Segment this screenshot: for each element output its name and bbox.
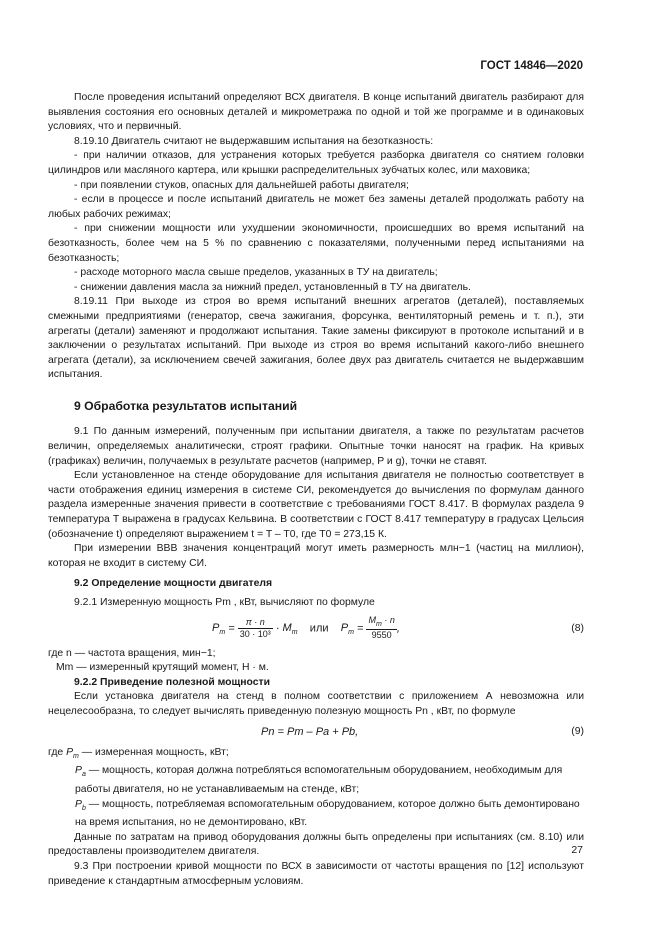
def-text: мощность, которая должна потребляться вспомогательным оборудованием, необходимым для работы двигателя, но не устанавливаемым на стенде, кВт; (75, 765, 563, 795)
list-item: - расходе моторного масла свыше пределов, указанных в ТУ на двигатель; (74, 267, 438, 279)
where-mm: Mm — измеренный крутящий момент, Н · м. (56, 662, 269, 674)
section-9-title: 9 Обработка результатов испытаний (74, 398, 298, 413)
list-item: - при наличии отказов, для устранения которых требуется разборка двигателя со снятием головки цилиндров или масляного картера, или крышки распределительных зубчатых колес, или маховика; (48, 150, 584, 176)
clause-9-2-1: 9.2.1 Измеренную мощность Pm , кВт, вычисляют по формуле (74, 597, 375, 608)
list-item: - при снижении мощности или ухудшении экономичности, происшедших во время испытаний на безотказность, более чем на 5 % по сравнению с показателями, полученными перед испытаниями на безотказность; (48, 223, 584, 264)
formula-8 (48, 615, 584, 643)
def-pa: $P_a$ — мощность, которая должна потребляться вспомогательным оборудованием, необходимым для работы двигателя, но не устанавливаемым на стенде, кВт; (75, 765, 563, 795)
list-item: - при появлении стуков, опасных для дальнейшей работы двигателя; (74, 179, 409, 191)
page-body (48, 91, 584, 889)
clause-9-3: 9.3 При построении кривой мощности по ВСХ в зависимости от частоты вращения по [12] используют приведение к стандартным атмосферным условиям. (48, 860, 584, 887)
section-9-2-title: 9.2 Определение мощности двигателя (74, 578, 273, 590)
paragraph: После проведения испытаний определяют ВСХ двигателя. В конце испытаний двигатель разбирают для выявления состояния его основных деталей и микрометража по одной и той же программе и в одинаковых условиях, что и первичный. (48, 92, 584, 133)
paragraph: Если установка двигателя на стенд в полном соответствии с приложением А невозможна или нецелесообразна, то следует вычислять приведенную полезную мощность Pn , кВт, по формуле (48, 691, 584, 717)
formula-9 (48, 724, 584, 742)
page-number: 27 (571, 844, 583, 856)
clause-8-19-11: 8.19.11 При выходе из строя во время испытаний внешних агрегатов (деталей), поставляемых смежными предприятиями (генератор, свеча зажигания, форсунка, вентиляторный ремень и т. п.), эти агрегаты (детали) заменяют и продолжают испытания. Такие замены фиксируют в протоколе испытаний и в заключении о результатах испытаний. При выходе из строя во время испытаний какого-либо внешнего агрегата (детали), за исключением свечей зажигания, более двух раз двигатель считается не выдержавшим испытания. (48, 296, 584, 381)
def-pb: $P_b$ — мощность, потребляемая вспомогательным оборудованием, которое должно быть демонтировано на время испытания, но не демонтировано, кВт. (75, 798, 580, 829)
def-pm: где $P_m$ — измеренная мощность, кВт; (48, 746, 229, 760)
def-text: мощность, потребляемая вспомогательным оборудованием, которое должно быть демонтировано на время испытания, но не демонтировано, кВт. (75, 798, 580, 829)
document-header: ГОСТ 14846—2020 (480, 60, 583, 72)
paragraph: При измерении ВВВ значения концентраций могут иметь размерность млн−1 (частиц на миллион), которая не входит в систему СИ. (48, 543, 584, 569)
list-item: - если в процессе и после испытаний двигатель не может без замены деталей продолжать работу на любых рабочих режимах; (48, 194, 584, 220)
paragraph: Если установленное на стенде оборудование для испытания двигателя не полностью соответствует в части отображения единиц измерения в системе СИ, рекомендуется до вычисления по формулам данного раздела измеренные значения привести в соответствие с требованиями ГОСТ 8.417. В формулах раздела 9 температура T выражена в градусах Кельвина. В соответствии с ГОСТ 8.417 температуру в градусах Цельсия (обозначение t) определяют выражением t = T – T0, где T0 = 273,15 К. (48, 470, 584, 540)
list-item: - снижении давления масла за нижний предел, установленный в ТУ на двигатель. (74, 281, 471, 293)
formula-number: (8) (571, 622, 584, 634)
section-9-2-2-title: 9.2.2 Приведение полезной мощности (74, 676, 271, 688)
paragraph: Данные по затратам на привод оборудования должны быть определены при испытаниях (см. 8.10) или предоставлены производителем двигателя. (48, 831, 584, 858)
clause-9-1: 9.1 По данным измерений, полученным при испытании двигателя, а также по результатам расчетов величин, определяемых аналитически, строят графики. Опытные точки наносят на график. На кривых (графиках) величин, получаемых в результате расчетов (например, P и g), точки не ставят. (48, 426, 584, 467)
clause-8-19-10: 8.19.10 Двигатель считают не выдержавшим испытания на безотказность: (74, 135, 434, 147)
def-text: измеренная мощность, кВт; (95, 746, 229, 758)
where-n: где n — частота вращения, мин−1; (48, 647, 216, 659)
formula-9-expression: Pn = Pm – Pa + Pb, (261, 725, 359, 738)
formula-8-expression: $P_m$ = $\frac{\pi \cdot n}{\text{30 · 10³}}$ · $M_m$ или $P_m$ = $\frac{M_m \cdot n}{9550}$ , (212, 614, 400, 641)
formula-number: (9) (571, 725, 584, 737)
